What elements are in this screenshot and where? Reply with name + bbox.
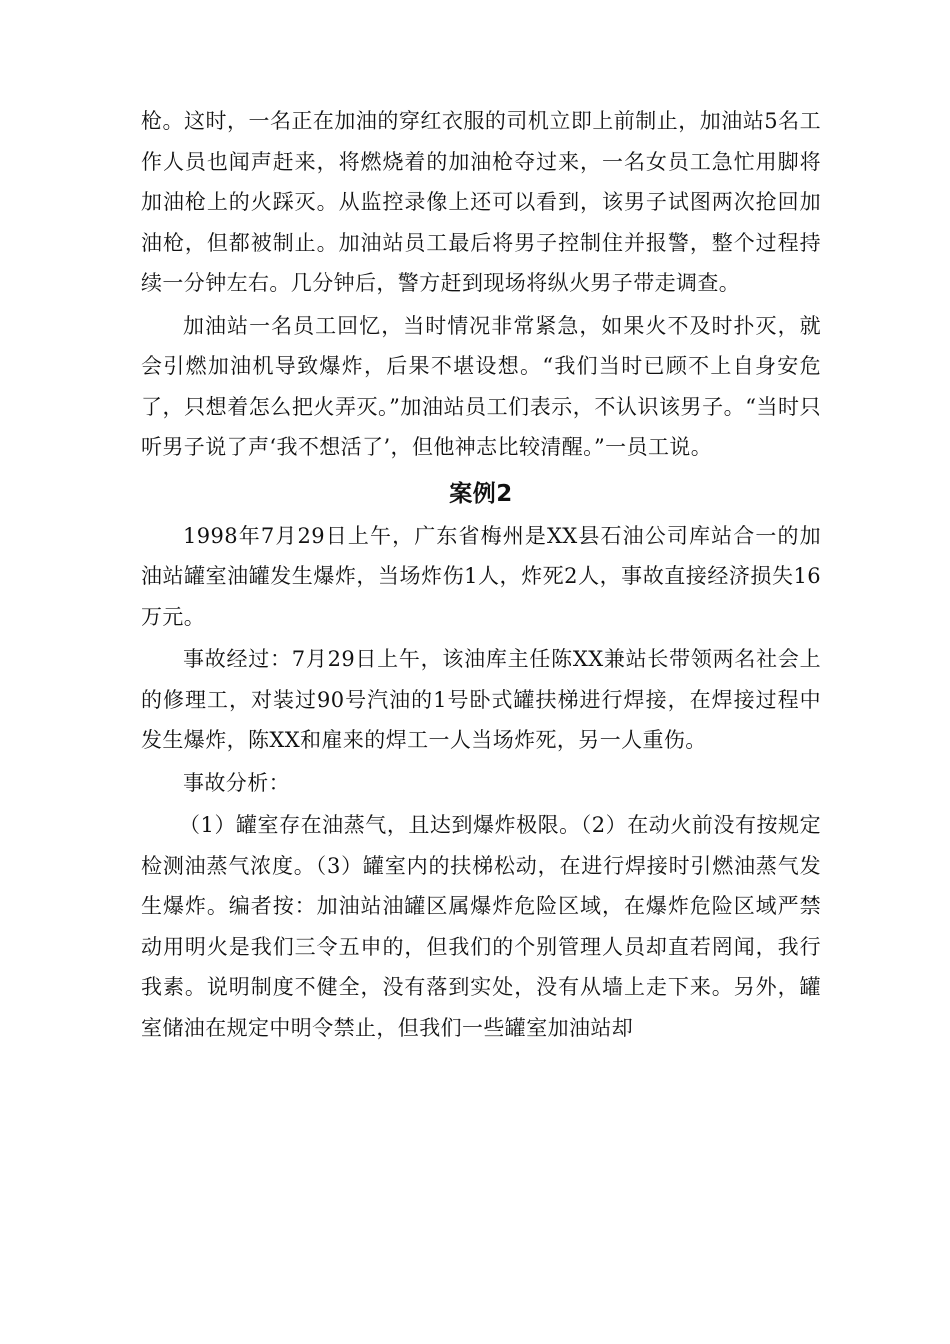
document-page	[141, 101, 821, 1050]
section-heading-case-2: 案例2	[449, 480, 513, 507]
paragraph-continuation: 枪。这时，一名正在加油的穿红衣服的司机立即上前制止，加油站5名工作人员也闻声赶来，将燃烧着的加油枪夺过来，一名女员工急忙用脚将加油枪上的火踩灭。从监控录像上还可以看到，该男子试图两次抢回加油枪，但都被制止。加油站员工最后将男子控制住并报警，整个过程持续一分钟左右。几分钟后，警方赶到现场将纵火男子带走调查。	[141, 109, 821, 295]
paragraph-analysis-label: 事故分析：	[183, 770, 290, 795]
paragraph-employee-recollection: 加油站一名员工回忆，当时情况非常紧急，如果火不及时扑灭，就会引燃加油机导致爆炸，后果不堪设想。“我们当时已顾不上自身安危了，只想着怎么把火弄灭。”加油站员工们表示，不认识该男子。“当时只听男子说了声‘我不想活了’，但他神志比较清醒。”一员工说。	[141, 313, 821, 459]
paragraph-accident-process: 事故经过：7月29日上午，该油库主任陈XX兼站长带领两名社会上的修理工，对装过90号汽油的1号卧式罐扶梯进行焊接，在焊接过程中发生爆炸，陈XX和雇来的焊工一人当场炸死，另一人重伤。	[141, 647, 821, 752]
paragraph-case-summary: 1998年7月29日上午，广东省梅州是XX县石油公司库站合一的加油站罐室油罐发生爆炸，当场炸伤1人，炸死2人，事故直接经济损失16万元。	[141, 523, 821, 629]
paragraph-analysis-detail: （1）罐室存在油蒸气，且达到爆炸极限。（2）在动火前没有按规定检测油蒸气浓度。（3）罐室内的扶梯松动，在进行焊接时引燃油蒸气发生爆炸。编者按：加油站油罐区属爆炸危险区域，在爆炸危险区域严禁动用明火是我们三令五申的，但我们的个别管理人员却直若罔闻，我行我素。说明制度不健全，没有落到实处，没有从墙上走下来。另外，罐室储油在规定中明令禁止，但我们一些罐室加油站却	[141, 813, 821, 1040]
